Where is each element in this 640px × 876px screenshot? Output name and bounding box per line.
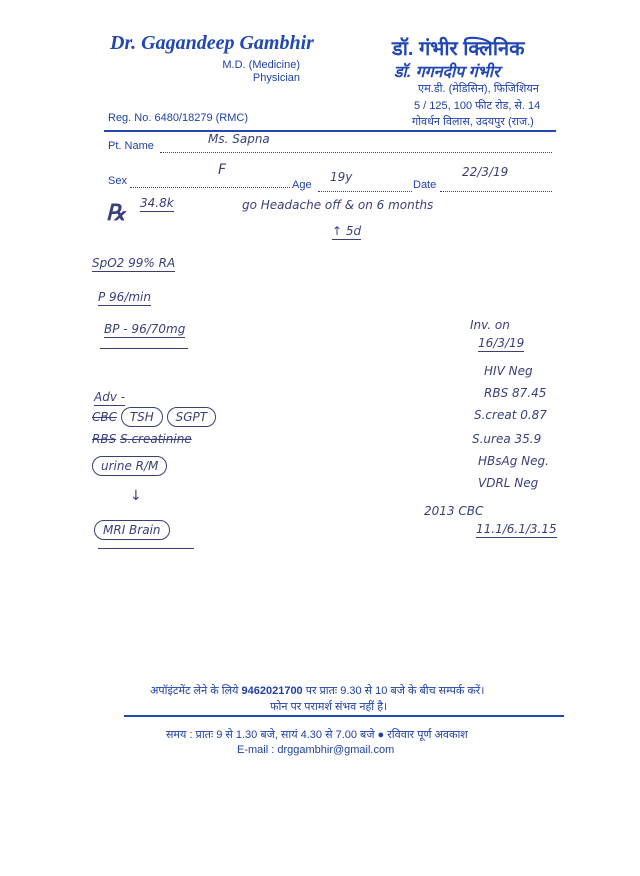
date-value: 22/3/19 — [462, 165, 509, 179]
complaint-note: go Headache off & on 6 months — [242, 198, 434, 212]
advice-arrow: ↓ — [130, 488, 142, 504]
vital-pulse: P 96/min — [98, 290, 151, 304]
rx-symbol: ℞ — [106, 200, 126, 226]
inv-screat: S.creat 0.87 — [474, 408, 547, 422]
advice-label: Adv - — [94, 390, 126, 404]
clinic-name-hi: डॉ. गंभीर क्लिनिक — [392, 38, 525, 60]
patient-name-dotline — [160, 152, 552, 153]
inv-title: Inv. on — [470, 318, 510, 332]
appointment-phone: 9462021700 — [241, 685, 303, 697]
age-value: 19y — [330, 170, 353, 184]
registration-number: Reg. No. 6480/18279 (RMC) — [108, 112, 249, 124]
advice-sgpt: SGPT — [167, 407, 216, 427]
advice-cbc: CBC — [92, 410, 117, 424]
advice-rbs: RBS — [92, 432, 117, 446]
header-divider — [104, 130, 556, 132]
advice-row1 — [92, 410, 216, 424]
appointment-line — [150, 683, 484, 698]
age-dotline — [318, 191, 412, 192]
role-en: Physician — [252, 72, 300, 84]
inv-hiv: HIV Neg — [484, 364, 533, 378]
phone-consult-note: फोन पर परामर्श संभव नहीं है। — [270, 701, 388, 713]
inv-hbsag: HBsAg Neg. — [478, 454, 549, 468]
vital-bp: BP - 96/70mg — [104, 322, 186, 336]
sex-label: Sex — [108, 175, 127, 187]
degree-en: M.D. (Medicine) — [222, 59, 300, 71]
degree-hi: एम.डी. (मेडिसिन), फिजिशियन — [418, 83, 539, 95]
advice-row2 — [92, 432, 192, 446]
doctor-name-en: Dr. Gagandeep Gambhir — [110, 32, 314, 54]
inv-date: 16/3/19 — [478, 336, 525, 350]
address-line1-hi: 5 / 125, 100 फीट रोड, से. 14 — [414, 100, 541, 112]
sex-value: F — [218, 162, 227, 178]
contact-email: E-mail : drggambhir@gmail.com — [237, 744, 395, 756]
advice-mri: MRI Brain — [94, 520, 170, 540]
inv-cbc-values: 11.1/6.1/3.15 — [476, 522, 557, 536]
mri-underline — [98, 548, 194, 549]
complaint-sub-note: ↑ 5d — [332, 224, 362, 238]
vitals-underline — [100, 348, 188, 349]
clinic-timing: समय : प्रातः 9 से 1.30 बजे, सायं 4.30 से 7.00 बजे ● रविवार पूर्ण अवकाश — [166, 729, 468, 741]
appointment-post: पर प्रातः 9.30 से 10 बजे के बीच सम्पर्क करें। — [305, 685, 485, 697]
inv-surea: S.urea 35.9 — [472, 432, 542, 446]
inv-rbs: RBS 87.45 — [484, 386, 547, 400]
weight-note: 34.8k — [140, 196, 174, 210]
patient-name-label: Pt. Name — [108, 140, 154, 152]
advice-screatinine: S.creatinine — [120, 432, 192, 446]
sex-dotline — [130, 187, 290, 188]
advice-tsh: TSH — [121, 407, 163, 427]
age-label: Age — [292, 179, 312, 191]
date-label: Date — [413, 179, 437, 191]
appointment-pre: अपॉइंटमेंट लेने के लिये — [150, 685, 239, 697]
address-line2-hi: गोवर्धन विलास, उदयपुर (राज.) — [412, 116, 534, 128]
doctor-name-hi: डॉ. गगनदीप गंभीर — [394, 64, 500, 81]
inv-cbc-label: 2013 CBC — [424, 504, 484, 518]
inv-vdrl: VDRL Neg — [478, 476, 539, 490]
footer-divider — [124, 715, 564, 717]
date-dotline — [440, 191, 552, 192]
vital-spo2: SpO2 99% RA — [92, 256, 176, 270]
advice-urine: urine R/M — [92, 456, 167, 476]
patient-name-value: Ms. Sapna — [208, 132, 270, 146]
